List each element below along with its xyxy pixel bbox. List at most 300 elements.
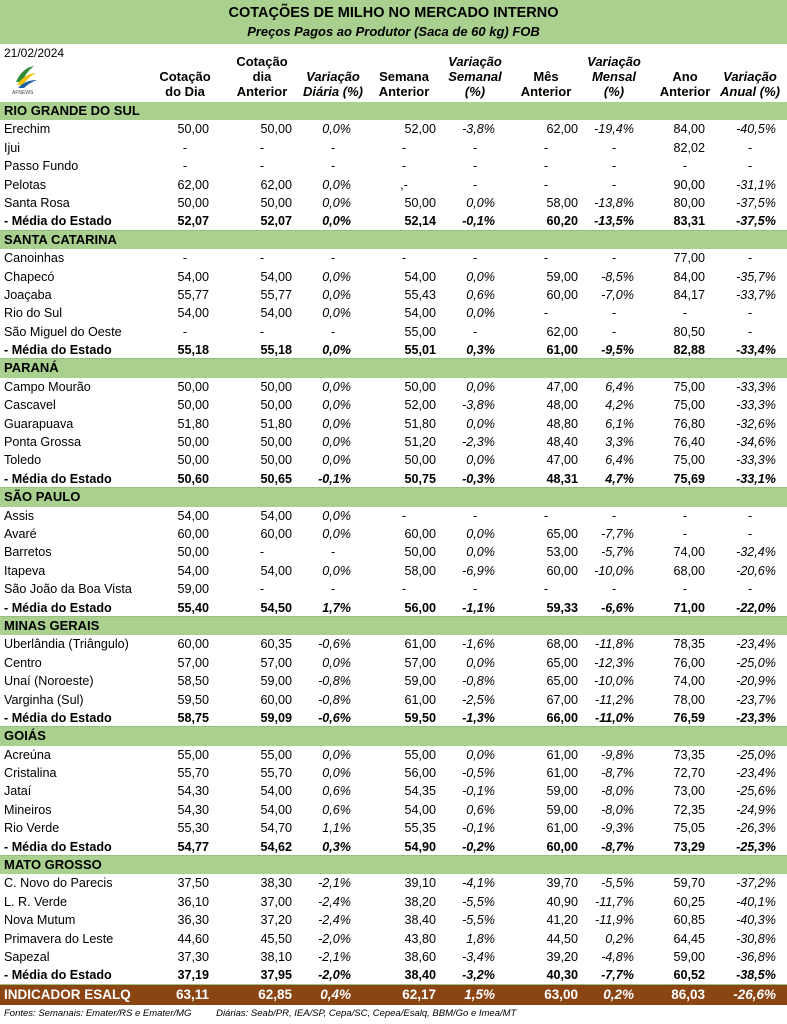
esalq-indicator-row <box>0 985 787 1005</box>
value-cell: 0,0% <box>322 453 351 468</box>
value-cell: 61,00 <box>404 637 436 652</box>
value-cell: 0,6% <box>466 802 495 817</box>
value-cell: -3,8% <box>462 398 495 413</box>
value-cell: 37,20 <box>260 913 292 928</box>
value-cell: 0,0% <box>322 435 351 450</box>
value-cell: 55,30 <box>177 821 209 836</box>
value-cell: -9,3% <box>601 821 634 836</box>
value-cell: - <box>472 251 478 266</box>
value-cell: -7,7% <box>601 968 634 983</box>
state-name: MINAS GERAIS <box>4 617 100 633</box>
value-cell: - <box>472 324 478 339</box>
value-cell: 1,5% <box>464 986 495 1002</box>
value-cell: 47,00 <box>546 379 578 394</box>
quotes-table <box>0 102 787 1005</box>
value-cell: -25,0% <box>736 655 776 670</box>
value-cell: - <box>543 140 549 155</box>
value-cell: - <box>182 324 188 339</box>
table-row <box>0 507 787 525</box>
value-cell: 0,0% <box>466 526 495 541</box>
value-cell: 59,00 <box>404 674 436 689</box>
state-average-row <box>0 709 787 727</box>
value-cell: -0,6% <box>318 710 351 725</box>
value-cell: 58,75 <box>177 710 209 725</box>
value-cell: - <box>611 582 617 597</box>
value-cell: 68,00 <box>673 563 705 578</box>
value-cell: -36,8% <box>736 949 776 964</box>
value-cell: 0,0% <box>466 747 495 762</box>
value-cell: 0,0% <box>322 177 351 192</box>
value-cell: 84,17 <box>673 287 705 302</box>
value-cell: - <box>543 582 549 597</box>
location-name: Sapezal <box>4 949 50 964</box>
table-row <box>0 782 787 800</box>
value-cell: -26,6% <box>733 986 776 1002</box>
value-cell: -8,7% <box>601 766 634 781</box>
value-cell: 74,00 <box>673 674 705 689</box>
column-header: Semana Anterior <box>378 69 430 99</box>
value-cell: 55,70 <box>260 766 292 781</box>
table-row <box>0 525 787 543</box>
value-cell: 51,20 <box>404 435 436 450</box>
value-cell: -0,8% <box>462 674 495 689</box>
value-cell: -3,2% <box>462 968 495 983</box>
location-name: Erechim <box>4 122 51 137</box>
table-row <box>0 268 787 286</box>
location-name: - Média do Estado <box>4 968 112 983</box>
state-average-row <box>0 838 787 856</box>
value-cell: - <box>611 324 617 339</box>
value-cell: -35,7% <box>736 269 776 284</box>
value-cell: ,- <box>400 177 408 192</box>
value-cell: 6,4% <box>605 379 634 394</box>
value-cell: 54,62 <box>260 839 292 854</box>
value-cell: 50,00 <box>404 195 436 210</box>
value-cell: 56,00 <box>404 766 436 781</box>
value-cell: 54,00 <box>404 269 436 284</box>
value-cell: 62,00 <box>546 122 578 137</box>
value-cell: -11,8% <box>595 637 634 652</box>
value-cell: -0,5% <box>462 766 495 781</box>
value-cell: 52,07 <box>260 214 292 229</box>
value-cell: 48,00 <box>546 398 578 413</box>
value-cell: 63,00 <box>544 986 578 1002</box>
location-name: L. R. Verde <box>4 894 68 909</box>
column-header: Ano Anterior <box>659 69 711 99</box>
value-cell: 39,70 <box>546 876 578 891</box>
value-cell: 75,00 <box>673 453 705 468</box>
value-cell: -37,2% <box>736 876 776 891</box>
value-cell: 48,80 <box>546 416 578 431</box>
location-name: C. Novo do Parecis <box>4 876 113 891</box>
state-name: RIO GRANDE DO SUL <box>4 103 140 118</box>
value-cell: 0,0% <box>322 563 351 578</box>
value-cell: 54,90 <box>404 839 436 854</box>
value-cell: 0,0% <box>466 379 495 394</box>
value-cell: 54,30 <box>177 784 209 799</box>
value-cell: 77,00 <box>673 251 705 266</box>
value-cell: - <box>472 159 478 174</box>
value-cell: 54,00 <box>177 306 209 321</box>
location-name: Cristalina <box>4 766 57 781</box>
value-cell: -1,6% <box>462 637 495 652</box>
value-cell: 52,14 <box>404 214 436 229</box>
value-cell: - <box>682 508 688 523</box>
value-cell: -19,4% <box>594 122 634 137</box>
value-cell: 54,00 <box>177 269 209 284</box>
table-row <box>0 911 787 929</box>
value-cell: -2,0% <box>318 931 351 946</box>
value-cell: 0,0% <box>466 453 495 468</box>
value-cell: -0,1% <box>462 784 495 799</box>
value-cell: - <box>747 306 753 321</box>
value-cell: 38,60 <box>404 949 436 964</box>
value-cell: 0,3% <box>322 839 351 854</box>
location-name: Ijui <box>4 140 21 155</box>
value-cell: 50,00 <box>404 379 436 394</box>
value-cell: 0,0% <box>322 747 351 762</box>
value-cell: 54,00 <box>177 563 209 578</box>
value-cell: -6,9% <box>462 563 495 578</box>
value-cell: -4,8% <box>601 949 634 964</box>
value-cell: 73,29 <box>673 839 705 854</box>
value-cell: 60,00 <box>546 287 578 302</box>
location-name: Canoinhas <box>4 251 65 266</box>
value-cell: 54,00 <box>177 508 209 523</box>
value-cell: 38,30 <box>260 876 292 891</box>
value-cell: 58,00 <box>546 195 578 210</box>
value-cell: - <box>611 159 617 174</box>
value-cell: -40,1% <box>736 894 776 909</box>
value-cell: 1,8% <box>466 931 495 946</box>
value-cell: - <box>330 545 336 560</box>
value-cell: - <box>747 324 753 339</box>
value-cell: - <box>611 140 617 155</box>
value-cell: 75,69 <box>673 471 705 486</box>
value-cell: 0,0% <box>466 545 495 560</box>
value-cell: 39,20 <box>546 949 578 964</box>
table-row <box>0 194 787 212</box>
value-cell: 60,00 <box>260 526 292 541</box>
value-cell: -2,5% <box>462 692 495 707</box>
value-cell: 55,40 <box>177 600 209 615</box>
value-cell: 55,77 <box>260 287 292 302</box>
value-cell: 50,00 <box>177 453 209 468</box>
value-cell: - <box>543 177 549 192</box>
value-cell: -33,3% <box>736 379 776 394</box>
table-row <box>0 746 787 764</box>
value-cell: - <box>182 140 188 155</box>
value-cell: 44,60 <box>177 931 209 946</box>
value-cell: -13,5% <box>594 214 634 229</box>
value-cell: -3,4% <box>462 949 495 964</box>
value-cell: 60,00 <box>177 526 209 541</box>
value-cell: 50,00 <box>260 379 292 394</box>
value-cell: 54,35 <box>404 784 436 799</box>
value-cell: -2,0% <box>318 968 351 983</box>
value-cell: 50,00 <box>177 195 209 210</box>
value-cell: 37,50 <box>177 876 209 891</box>
value-cell: 60,00 <box>404 526 436 541</box>
value-cell: 38,10 <box>260 949 292 964</box>
value-cell: -5,5% <box>601 876 634 891</box>
value-cell: -33,4% <box>736 343 776 358</box>
table-row <box>0 635 787 653</box>
value-cell: - <box>472 140 478 155</box>
location-name: Rio do Sul <box>4 306 63 321</box>
location-name: Toledo <box>4 453 42 468</box>
location-name: Acreúna <box>4 747 51 762</box>
svg-text:AFNEWS: AFNEWS <box>12 90 34 96</box>
value-cell: 59,70 <box>673 876 705 891</box>
value-cell: 0,0% <box>466 306 495 321</box>
value-cell: 60,00 <box>546 839 578 854</box>
value-cell: -7,0% <box>601 287 634 302</box>
location-name: Avaré <box>4 526 37 541</box>
value-cell: 1,7% <box>322 600 351 615</box>
value-cell: 54,50 <box>260 600 292 615</box>
value-cell: 41,20 <box>546 913 578 928</box>
value-cell: - <box>747 582 753 597</box>
state-section-header <box>0 102 787 120</box>
state-section-header <box>0 488 787 506</box>
value-cell: 56,00 <box>404 600 436 615</box>
value-cell: 0,0% <box>322 398 351 413</box>
sources-footer <box>4 1008 538 1019</box>
value-cell: 0,0% <box>322 306 351 321</box>
location-name: Jataí <box>4 784 32 799</box>
value-cell: - <box>182 251 188 266</box>
value-cell: - <box>330 251 336 266</box>
value-cell: 60,85 <box>673 913 705 928</box>
value-cell: - <box>747 159 753 174</box>
table-row <box>0 378 787 396</box>
value-cell: -23,4% <box>736 637 776 652</box>
value-cell: 0,0% <box>322 526 351 541</box>
state-section-header <box>0 231 787 249</box>
value-cell: 0,0% <box>322 508 351 523</box>
value-cell: 60,00 <box>546 563 578 578</box>
table-row <box>0 415 787 433</box>
table-row <box>0 120 787 138</box>
state-section-header <box>0 617 787 635</box>
value-cell: 55,43 <box>404 287 436 302</box>
value-cell: 50,00 <box>404 453 436 468</box>
table-row <box>0 249 787 267</box>
location-name: Cascavel <box>4 398 56 413</box>
value-cell: -1,3% <box>462 710 495 725</box>
table-row <box>0 451 787 469</box>
value-cell: -2,3% <box>462 435 495 450</box>
location-name: São João da Boa Vista <box>4 582 132 597</box>
value-cell: 60,35 <box>260 637 292 652</box>
value-cell: 38,20 <box>404 894 436 909</box>
value-cell: - <box>747 140 753 155</box>
table-row <box>0 672 787 690</box>
value-cell: 50,00 <box>177 435 209 450</box>
value-cell: 0,3% <box>466 343 495 358</box>
value-cell: 73,00 <box>673 784 705 799</box>
value-cell: 65,00 <box>546 655 578 670</box>
value-cell: 72,70 <box>673 766 705 781</box>
value-cell: 51,80 <box>260 416 292 431</box>
value-cell: 57,00 <box>177 655 209 670</box>
value-cell: 59,50 <box>404 710 436 725</box>
table-row <box>0 893 787 911</box>
value-cell: 61,00 <box>546 766 578 781</box>
value-cell: 0,6% <box>466 287 495 302</box>
value-cell: -0,1% <box>462 214 495 229</box>
location-name: Mineiros <box>4 802 52 817</box>
value-cell: 50,00 <box>177 122 209 137</box>
location-name: Uberlândia (Triângulo) <box>4 637 129 652</box>
value-cell: - <box>611 306 617 321</box>
value-cell: 36,10 <box>177 894 209 909</box>
value-cell: - <box>182 159 188 174</box>
value-cell: 44,50 <box>546 931 578 946</box>
value-cell: 54,30 <box>177 802 209 817</box>
value-cell: -30,8% <box>736 931 776 946</box>
value-cell: - <box>747 526 753 541</box>
table-row <box>0 396 787 414</box>
table-row <box>0 580 787 598</box>
value-cell: 4,2% <box>605 398 634 413</box>
location-name: Assis <box>4 508 35 523</box>
value-cell: -8,5% <box>601 269 634 284</box>
value-cell: 0,4% <box>320 986 351 1002</box>
value-cell: -2,1% <box>318 949 351 964</box>
value-cell: -2,4% <box>318 894 351 909</box>
value-cell: - <box>330 159 336 174</box>
value-cell: - <box>611 508 617 523</box>
location-name: Pelotas <box>4 177 47 192</box>
value-cell: 62,85 <box>258 986 292 1002</box>
table-row <box>0 286 787 304</box>
location-name: - Média do Estado <box>4 710 112 725</box>
column-header: Mês Anterior <box>520 69 572 99</box>
state-average-row <box>0 966 787 984</box>
value-cell: -33,3% <box>736 453 776 468</box>
state-average-row <box>0 470 787 488</box>
value-cell: 0,6% <box>322 802 351 817</box>
value-cell: 84,00 <box>673 269 705 284</box>
value-cell: 54,00 <box>260 269 292 284</box>
value-cell: - <box>259 582 265 597</box>
value-cell: 50,00 <box>177 398 209 413</box>
value-cell: - <box>472 582 478 597</box>
value-cell: 71,00 <box>673 600 705 615</box>
location-name: - Média do Estado <box>4 343 112 358</box>
value-cell: 90,00 <box>673 177 705 192</box>
value-cell: 0,0% <box>322 343 351 358</box>
state-average-row <box>0 599 787 617</box>
value-cell: 60,52 <box>673 968 705 983</box>
value-cell: -0,8% <box>318 674 351 689</box>
value-cell: 52,00 <box>404 122 436 137</box>
value-cell: 76,59 <box>673 710 705 725</box>
table-row <box>0 801 787 819</box>
value-cell: - <box>543 251 549 266</box>
page-title: COTAÇÕES DE MILHO NO MERCADO INTERNO <box>228 5 559 21</box>
location-name: Nova Mutum <box>4 913 76 928</box>
value-cell: 54,70 <box>260 821 292 836</box>
value-cell: 65,00 <box>546 674 578 689</box>
value-cell: - <box>330 140 336 155</box>
value-cell: 55,00 <box>404 747 436 762</box>
value-cell: 0,0% <box>322 195 351 210</box>
value-cell: -24,9% <box>736 802 776 817</box>
value-cell: - <box>259 251 265 266</box>
value-cell: - <box>472 508 478 523</box>
value-cell: 63,11 <box>175 986 209 1002</box>
value-cell: 51,80 <box>177 416 209 431</box>
value-cell: -33,1% <box>736 471 776 486</box>
value-cell: -10,0% <box>594 563 634 578</box>
location-name: Barretos <box>4 545 52 560</box>
value-cell: -5,5% <box>462 913 495 928</box>
value-cell: 48,40 <box>546 435 578 450</box>
table-row <box>0 176 787 194</box>
value-cell: 40,30 <box>546 968 578 983</box>
table-row <box>0 304 787 322</box>
value-cell: 50,00 <box>177 379 209 394</box>
value-cell: 38,40 <box>404 913 436 928</box>
state-name: PARANÁ <box>4 360 59 376</box>
value-cell: 54,00 <box>260 508 292 523</box>
table-row <box>0 874 787 892</box>
value-cell: -25,0% <box>736 747 776 762</box>
value-cell: 50,00 <box>260 453 292 468</box>
location-name: Campo Mourão <box>4 379 91 394</box>
value-cell: - <box>682 526 688 541</box>
value-cell: -32,6% <box>736 416 776 431</box>
value-cell: -9,5% <box>601 343 634 358</box>
location-name: INDICADOR ESALQ <box>4 986 131 1002</box>
value-cell: - <box>401 251 407 266</box>
value-cell: -32,4% <box>736 545 776 560</box>
value-cell: 51,80 <box>404 416 436 431</box>
column-header: Cotação dia Anterior <box>236 54 288 99</box>
value-cell: 68,00 <box>546 637 578 652</box>
value-cell: 36,30 <box>177 913 209 928</box>
value-cell: 59,33 <box>546 600 578 615</box>
value-cell: 60,00 <box>260 692 292 707</box>
value-cell: - <box>682 306 688 321</box>
value-cell: -22,0% <box>736 600 776 615</box>
value-cell: 0,0% <box>322 416 351 431</box>
value-cell: -8,0% <box>601 802 634 817</box>
location-name: Santa Rosa <box>4 195 70 210</box>
value-cell: -0,3% <box>462 471 495 486</box>
location-name: - Média do Estado <box>4 471 112 486</box>
value-cell: -11,2% <box>595 692 634 707</box>
value-cell: - <box>259 324 265 339</box>
value-cell: 0,0% <box>466 269 495 284</box>
value-cell: -0,2% <box>462 839 495 854</box>
value-cell: 54,00 <box>404 306 436 321</box>
value-cell: -11,0% <box>595 710 634 725</box>
value-cell: 37,95 <box>260 968 292 983</box>
value-cell: 59,00 <box>546 269 578 284</box>
state-section-header <box>0 727 787 745</box>
value-cell: 0,0% <box>322 766 351 781</box>
value-cell: 59,09 <box>260 710 292 725</box>
table-row <box>0 543 787 561</box>
value-cell: 50,00 <box>177 545 209 560</box>
value-cell: 57,00 <box>404 655 436 670</box>
location-name: Primavera do Leste <box>4 931 114 946</box>
value-cell: 50,75 <box>404 471 436 486</box>
